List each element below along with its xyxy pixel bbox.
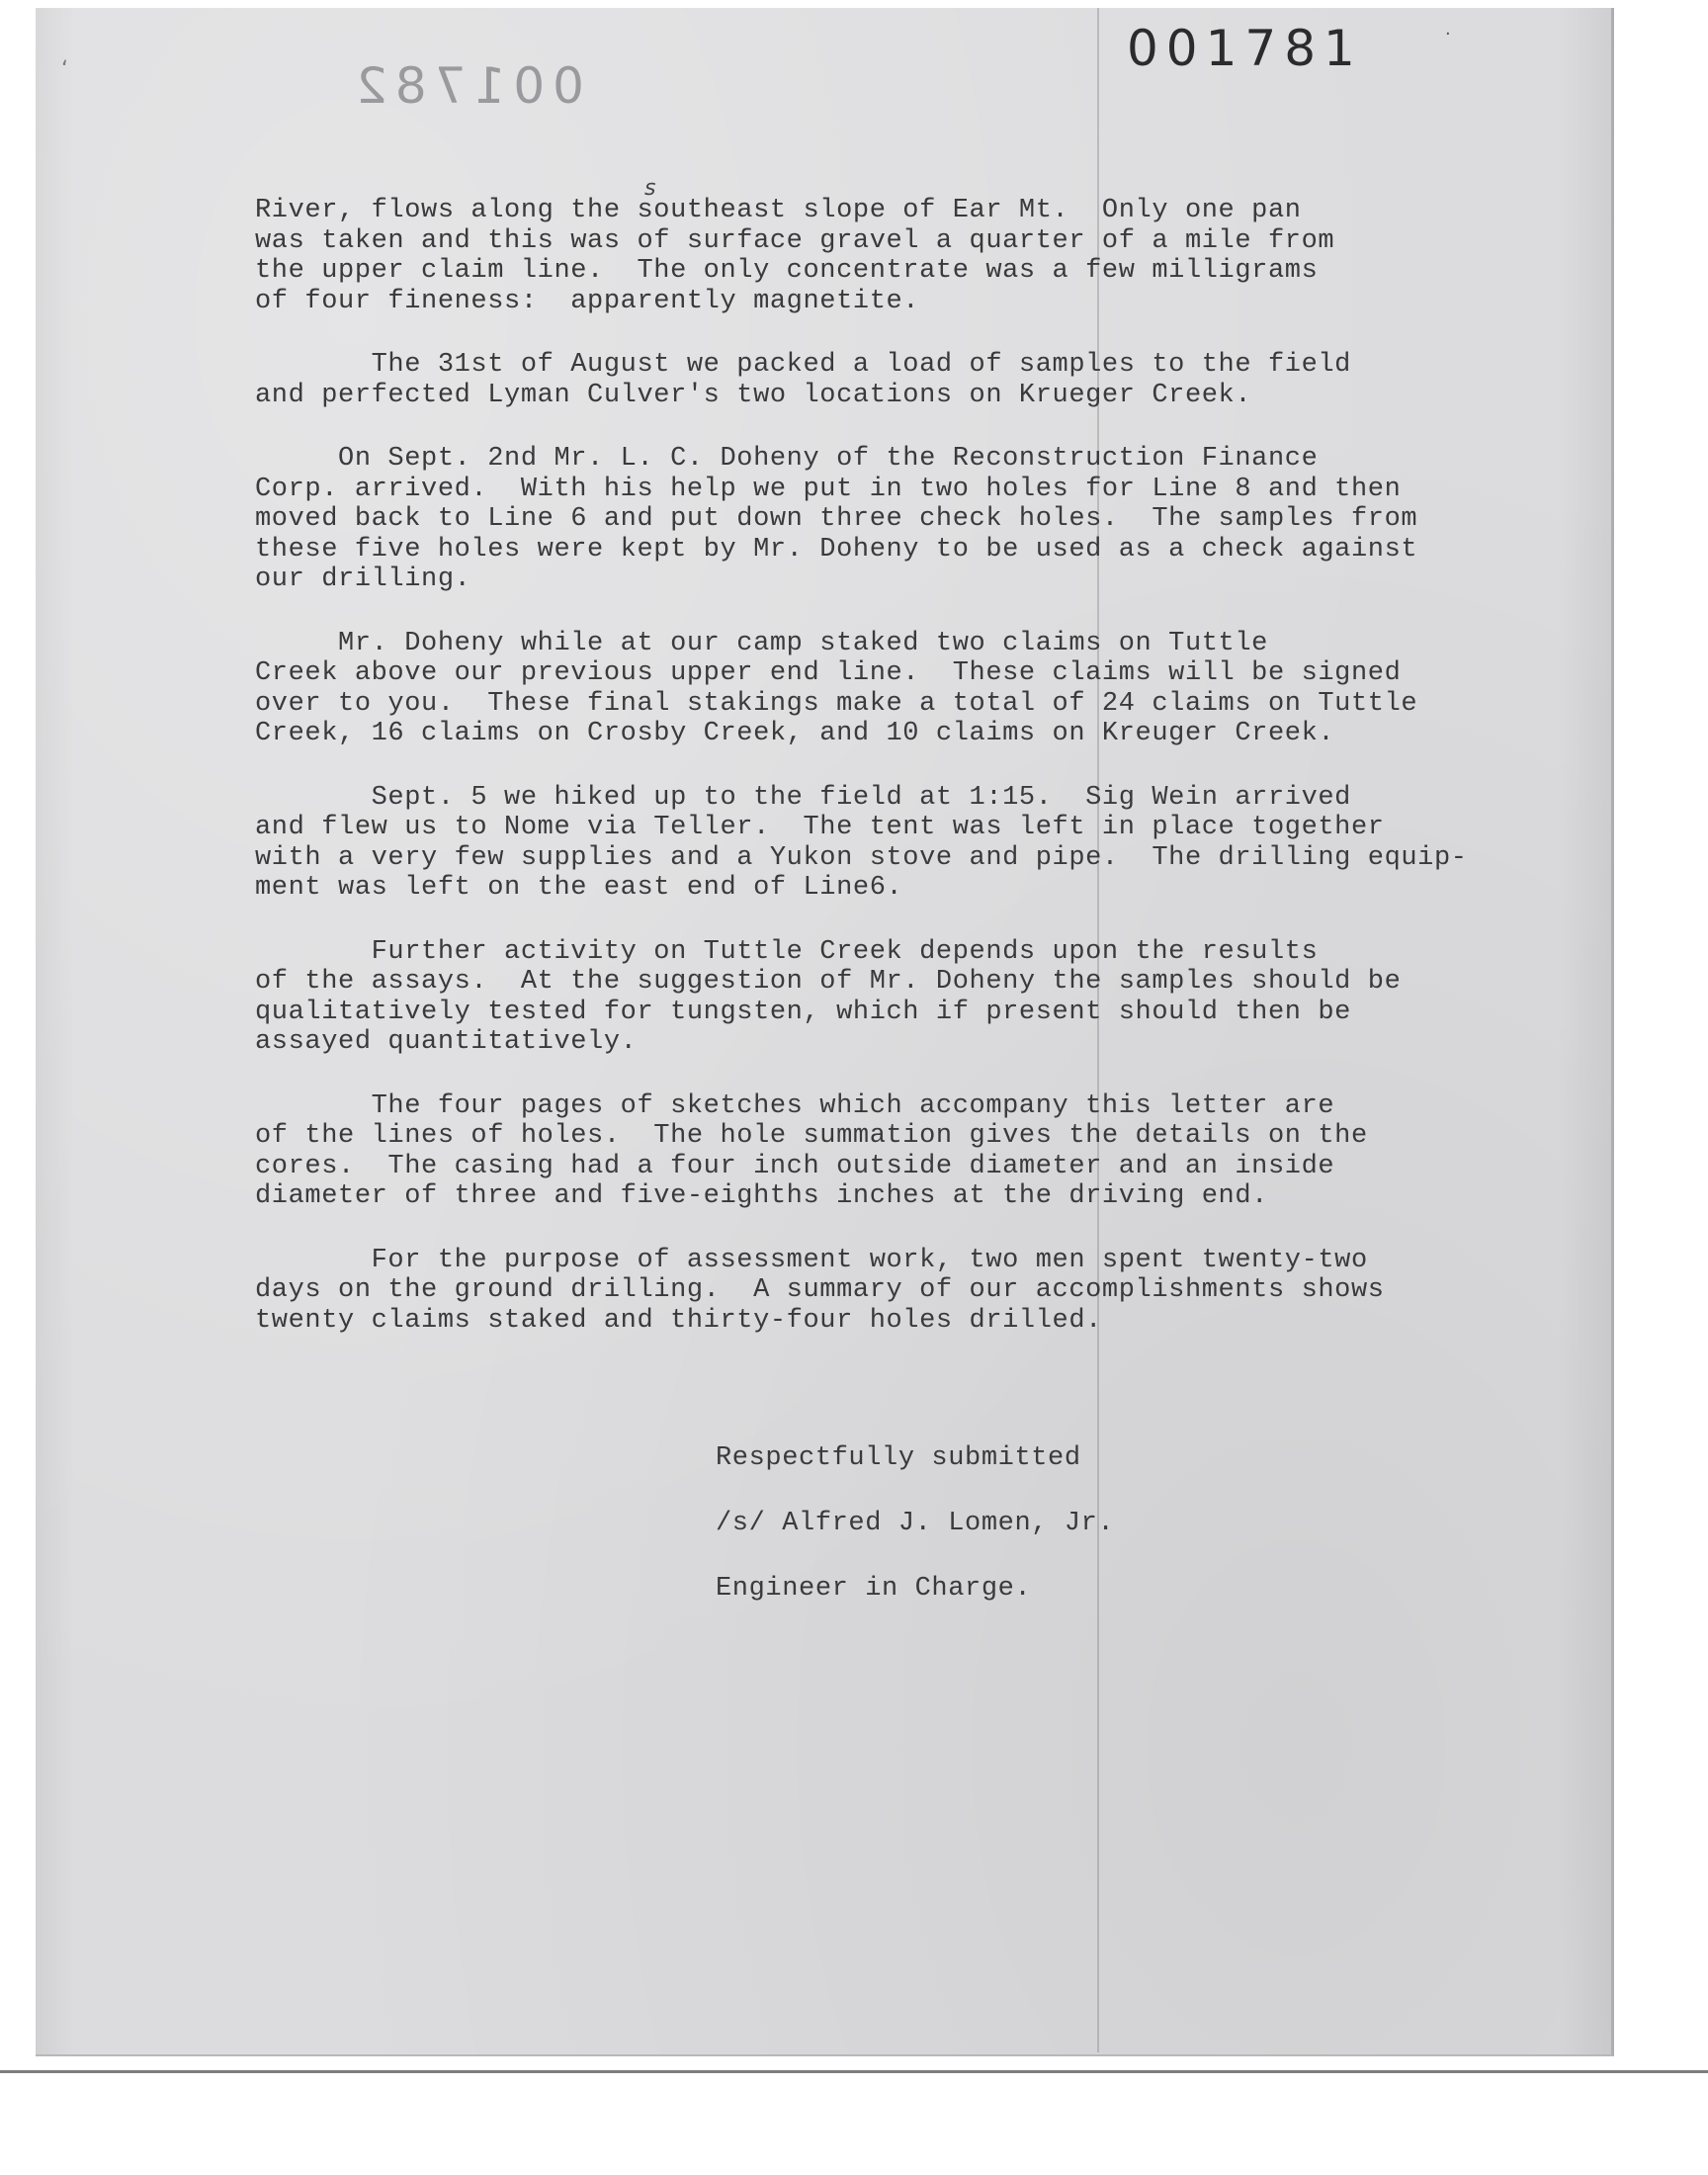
text-line: On Sept. 2nd Mr. L. C. Doheny of the Reconstruction Finance [255, 444, 1319, 474]
text-line: twenty claims staked and thirty-four holes drilled. [255, 1305, 1102, 1336]
bleed-through-stamp: 001782 [348, 57, 584, 115]
text-line: over to you. These final stakings make a total of 24 claims on Tuttle [255, 688, 1418, 719]
text-line: ment was left on the east end of Line6. [255, 873, 903, 903]
paragraph-5 [255, 783, 1471, 904]
paragraph-4 [255, 629, 1471, 749]
text-line: Mr. Doheny while at our camp staked two claims on Tuttle [255, 628, 1268, 658]
text-line: and flew us to Nome via Teller. The tent was left in place together [255, 813, 1385, 842]
paragraph-6 [255, 937, 1471, 1058]
text-line: of the lines of holes. The hole summation gives the details on the [255, 1121, 1368, 1151]
text-line: days on the ground drilling. A summary of our accomplishments shows [255, 1275, 1385, 1305]
scanner-edge-line [0, 2070, 1708, 2073]
text-line: Further activity on Tuttle Creek depends upon the results [255, 936, 1319, 967]
text-line: our drilling. [255, 565, 471, 594]
handwritten-correction: s [644, 176, 656, 201]
text-line: For the purpose of assessment work, two men spent twenty-two [255, 1245, 1368, 1275]
paragraph-3 [255, 444, 1471, 595]
paragraph-1 [255, 196, 1471, 316]
text-line: Creek above our previous upper end line. These claims will be signed [255, 658, 1402, 688]
text-line: The 31st of August we packed a load of samples to the field [255, 350, 1351, 380]
paragraph-7 [255, 1091, 1471, 1212]
closing-salutation: Respectfully submitted [716, 1443, 1081, 1473]
pencil-tick: ‘ [61, 57, 68, 82]
letter-body [255, 196, 1471, 1369]
paragraph-8 [255, 1246, 1471, 1337]
text-line: the upper claim line. The only concentrate was a few milligrams [255, 256, 1319, 286]
text-line: of the assays. At the suggestion of Mr. Doheny the samples should be [255, 967, 1402, 997]
text-line: and perfected Lyman Culver's two locations on Krueger Creek. [255, 380, 1252, 410]
text-line: was taken and this was of surface gravel a quarter of a mile from [255, 225, 1335, 256]
paragraph-2 [255, 350, 1471, 410]
signer-title: Engineer in Charge. [716, 1574, 1032, 1604]
signature-block [716, 1443, 1114, 1639]
text-line: Creek, 16 claims on Crosby Creek, and 10 claims on Kreuger Creek. [255, 719, 1335, 748]
text-line: moved back to Line 6 and put down three check holes. The samples from [255, 504, 1418, 534]
text-line: River, flows along the southeast slope of Ear Mt. Only one pan [255, 196, 1302, 225]
text-line: with a very few supplies and a Yukon stove and pipe. The drilling equip- [255, 842, 1468, 873]
text-line: qualitatively tested for tungsten, which if present should then be [255, 997, 1351, 1027]
text-line: The four pages of sketches which accompany this letter are [255, 1090, 1335, 1121]
page-number-stamp: 001781 [1127, 20, 1363, 77]
text-line: Corp. arrived. With his help we put in two holes for Line 8 and then [255, 474, 1402, 504]
stray-mark: · [1445, 24, 1451, 44]
text-line: Sept. 5 we hiked up to the field at 1:15. Sig Wein arrived [255, 782, 1351, 813]
text-line: assayed quantitatively. [255, 1027, 638, 1057]
signer-name: /s/ Alfred J. Lomen, Jr. [716, 1509, 1115, 1538]
text-line: diameter of three and five-eighths inches at the driving end. [255, 1181, 1268, 1211]
text-line: these five holes were kept by Mr. Doheny to be used as a check against [255, 534, 1418, 565]
text-line: of four fineness: apparently magnetite. [255, 286, 920, 316]
text-line: cores. The casing had a four inch outside diameter and an inside [255, 1151, 1335, 1181]
